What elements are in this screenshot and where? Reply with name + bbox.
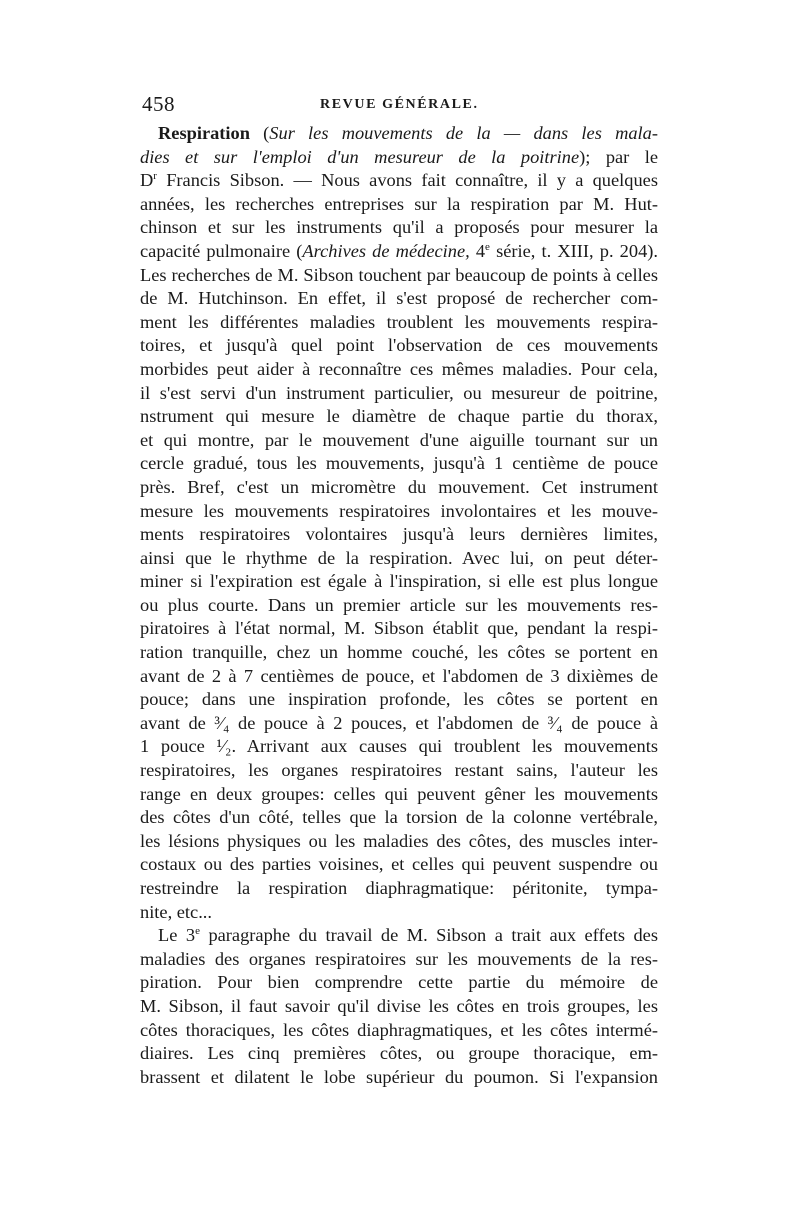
text-segment: série, t. XIII, p. 204).: [489, 240, 658, 261]
text-line: [140, 570, 658, 594]
text-segment: pouce; dans une inspiration profonde, les côtes se portent en: [140, 689, 658, 710]
text-segment: Francis Sibson. — Nous avons fait connaître, il y a quelques: [156, 170, 658, 191]
article-text: [140, 122, 658, 1089]
text-line: [140, 358, 658, 382]
text-segment: chinson et sur les instruments qu'il a proposés pour mesurer la: [140, 217, 658, 238]
text-segment: miner si l'expiration est égale à l'inspiration, si elle est plus longue: [140, 571, 658, 592]
text-segment: mesure les mouvements respiratoires involontaires et les mouve-: [140, 500, 658, 521]
text-line: [140, 877, 658, 901]
text-segment: ); par le: [579, 146, 659, 167]
text-line: [140, 122, 658, 146]
text-segment: toires, et jusqu'à quel point l'observation de ces mouvements: [140, 335, 658, 356]
text-segment: 4: [475, 240, 486, 261]
text-segment: ration tranquille, chez un homme couché, les côtes se portent en: [140, 642, 658, 663]
text-segment: de M. Hutchinson. En effet, il s'est proposé de rechercher com-: [140, 288, 658, 309]
text-line: [140, 1066, 658, 1090]
page-header: [140, 92, 660, 120]
text-segment: respiratoires, les organes respiratoires restant sains, l'auteur les: [140, 760, 658, 781]
text-segment: ment les différentes maladies troublent les mouvements respira-: [140, 311, 658, 332]
text-segment: nite, etc...: [140, 901, 213, 922]
text-segment: 1 pouce ¹⁄₂. Arrivant aux causes qui troublent les mouvements: [140, 736, 658, 757]
text-segment: cercle gradué, tous les mouvements, jusqu'à 1 centième de pouce: [140, 453, 658, 474]
text-segment: piration. Pour bien comprendre cette partie du mémoire de: [140, 972, 658, 993]
text-segment: e: [195, 925, 200, 938]
text-line: [140, 665, 658, 689]
text-segment: diaires. Les cinq premières côtes, ou groupe thoracique, em-: [140, 1043, 658, 1064]
text-line: [140, 169, 658, 193]
text-line: [140, 429, 658, 453]
text-segment: Le 3: [158, 925, 196, 946]
text-line: [140, 452, 658, 476]
text-segment: maladies des organes respiratoires sur les mouvements de la res-: [140, 948, 658, 969]
text-line: [140, 1019, 658, 1043]
text-line: [140, 995, 658, 1019]
text-segment: ou plus courte. Dans un premier article sur les mouvements res-: [140, 594, 658, 615]
text-line: [140, 264, 658, 288]
text-line: [140, 240, 658, 264]
text-segment: brassent et dilatent le lobe supérieur du poumon. Si l'expansion: [140, 1066, 658, 1087]
text-line: [140, 806, 658, 830]
text-line: [140, 523, 658, 547]
text-line: [140, 783, 658, 807]
text-line: [140, 500, 658, 524]
text-segment: avant de ³⁄₄ de pouce à 2 pouces, et l'abdomen de ³⁄₄ de pouce à: [140, 712, 658, 733]
text-segment: des côtes d'un côté, telles que la torsion de la colonne vertébrale,: [140, 807, 658, 828]
text-segment: avant de 2 à 7 centièmes de pouce, et l'abdomen de 3 dixièmes de: [140, 665, 658, 686]
text-line: [140, 193, 658, 217]
text-line: [140, 216, 658, 240]
text-line: [140, 1042, 658, 1066]
text-segment: ainsi que le rhythme de la respiration. Avec lui, on peut déter-: [140, 547, 658, 568]
text-segment: il s'est servi d'un instrument particulier, ou mesureur de poitrine,: [140, 382, 658, 403]
text-segment: costaux ou des parties voisines, et celles qui peuvent suspendre ou: [140, 854, 658, 875]
text-segment: capacité pulmonaire (: [140, 240, 303, 261]
text-segment: et qui montre, par le mouvement d'une aiguille tournant sur un: [140, 429, 658, 450]
text-line: [140, 594, 658, 618]
text-line: [140, 617, 658, 641]
running-head: REVUE GÉNÉRALE.: [320, 97, 479, 112]
text-line: [140, 948, 658, 972]
text-line: [140, 971, 658, 995]
text-segment: années, les recherches entreprises sur la respiration par M. Hut-: [140, 193, 658, 214]
text-line: [140, 476, 658, 500]
text-segment: nstrument qui mesure le diamètre de chaque partie du thorax,: [140, 406, 658, 427]
text-segment: dies et sur l'emploi d'un mesureur de la poitrine: [140, 146, 580, 167]
text-segment: e: [485, 240, 490, 253]
text-segment: Sur les mouvements de la — dans les mala-: [269, 123, 658, 143]
text-segment: Les recherches de M. Sibson touchent par beaucoup de points à celles: [140, 264, 658, 285]
text-line: [140, 759, 658, 783]
text-line: [140, 287, 658, 311]
text-segment: paragraphe du travail de M. Sibson a trait aux effets des: [199, 925, 658, 946]
text-line: [140, 688, 658, 712]
text-segment: morbides peut aider à reconnaître ces mêmes maladies. Pour cela,: [140, 358, 658, 379]
section-heading: Respiration: [158, 123, 264, 143]
text-segment: piratoires à l'état normal, M. Sibson établit que, pendant la respi-: [140, 618, 658, 639]
text-segment: ments respiratoires volontaires jusqu'à leurs dernières limites,: [140, 524, 658, 545]
text-segment: r: [153, 170, 157, 183]
text-segment: les lésions physiques ou les maladies des côtes, des muscles inter-: [140, 830, 658, 851]
page-number: 458: [142, 92, 175, 116]
text-line: [140, 924, 658, 948]
text-line: [140, 405, 658, 429]
text-segment: (: [263, 123, 270, 143]
text-line: [140, 311, 658, 335]
text-segment: près. Bref, c'est un micromètre du mouvement. Cet instrument: [140, 476, 658, 497]
text-segment: M. Sibson, il faut savoir qu'il divise les côtes en trois groupes, les: [140, 995, 658, 1016]
text-segment: range en deux groupes: celles qui peuvent gêner les mouvements: [140, 783, 658, 804]
text-line: [140, 830, 658, 854]
text-segment: côtes thoraciques, les côtes diaphragmatiques, et les côtes intermé-: [140, 1019, 658, 1040]
text-segment: restreindre la respiration diaphragmatique: péritonite, tympa-: [140, 878, 658, 898]
text-line: [140, 547, 658, 571]
text-line: [140, 853, 658, 877]
text-line: [140, 641, 658, 665]
text-segment: Archives de médecine,: [302, 240, 476, 261]
text-line: [140, 735, 658, 759]
text-line: [140, 382, 658, 406]
text-line: [140, 146, 658, 170]
text-line: [140, 334, 658, 358]
text-line: [140, 712, 658, 736]
text-segment: D: [140, 170, 154, 191]
text-line: [140, 901, 658, 925]
